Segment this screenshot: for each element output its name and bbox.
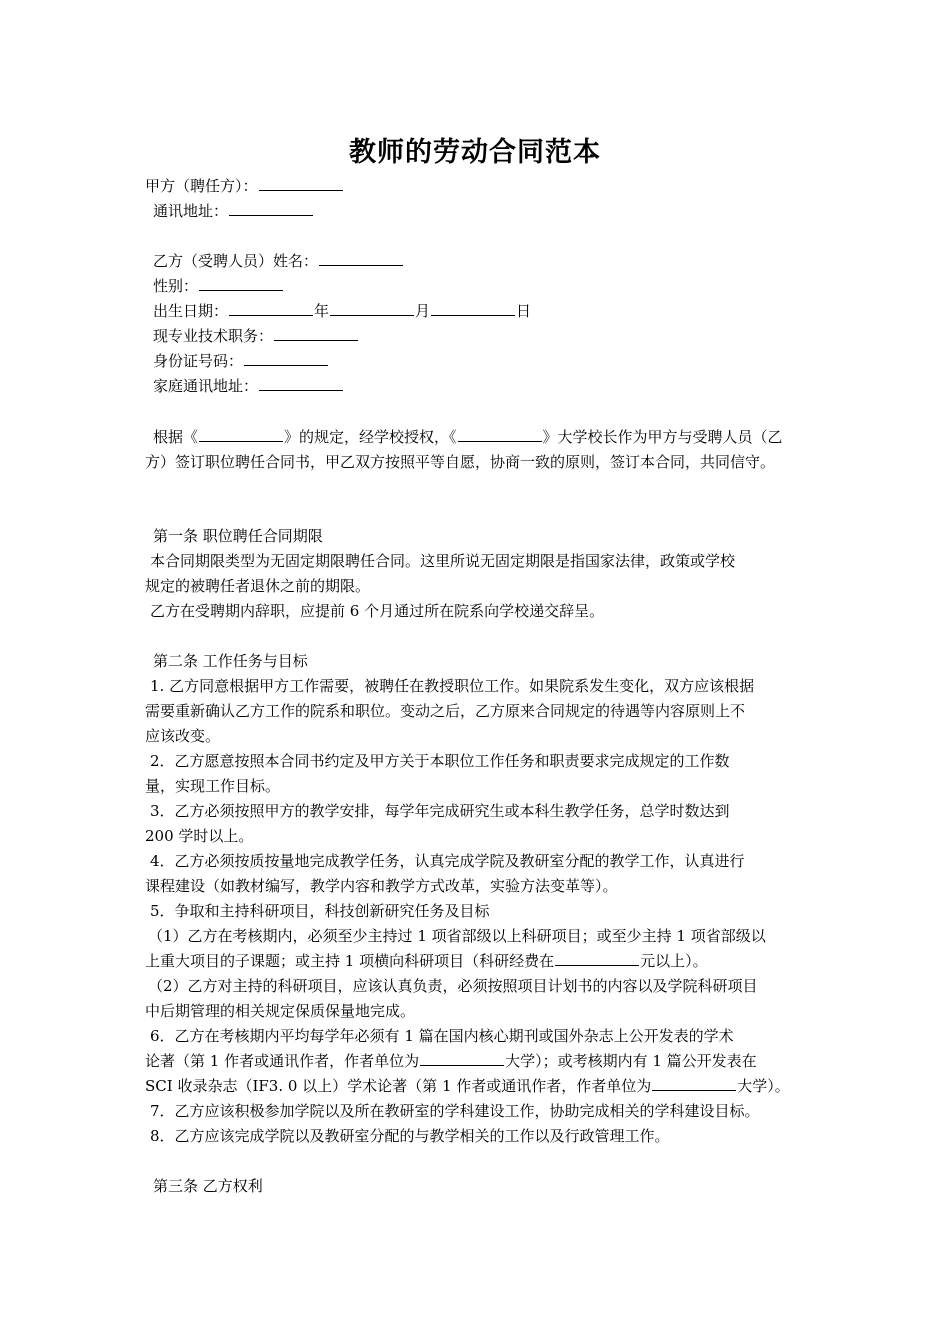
home-address-label: 家庭通讯地址： (153, 377, 259, 395)
funding-blank (555, 949, 639, 966)
item-5-1-text-b: 元以上）。 (640, 952, 708, 970)
home-address-blank (259, 374, 343, 391)
intro-text-c: 》大学校长作为甲方与受聘人员（乙 (542, 428, 783, 446)
item-5-1-text-a: 上重大项目的子课题；或主持 1 项横向科研项目（科研经费在 (145, 952, 555, 970)
author-unit-blank-1 (420, 1049, 504, 1066)
party-a-address-label: 通讯地址： (153, 202, 229, 220)
title-blank (274, 324, 358, 341)
intro-text-b: 》的规定，经学校授权，《 (284, 428, 457, 446)
year-label: 年 (314, 302, 330, 320)
item-1-line-2: 需要重新确认乙方工作的院系和职位。变动之后，乙方原来合同规定的待遇等内容原则上不 (145, 702, 746, 720)
item-6-text-d: 大学）。 (737, 1077, 790, 1095)
title-label: 现专业技术职务： (153, 327, 274, 345)
intro-line-1 (153, 425, 783, 450)
birth-label: 出生日期： (153, 302, 229, 320)
intro-text-a: 根据《 (153, 428, 199, 446)
article-3-heading: 第三条 乙方权利 (153, 1177, 263, 1195)
university-blank (458, 425, 542, 442)
item-5-2-line-2: 中后期管理的相关规定保质保量地完成。 (145, 1002, 416, 1020)
item-5-2-line-1: （2）乙方对主持的科研项目，应该认真负责，必须按照项目计划书的内容以及学院科研项目 (148, 977, 758, 995)
birth-month-blank (330, 299, 414, 316)
author-unit-blank-2 (652, 1074, 736, 1091)
item-5-line: 5．争取和主持科研项目，科技创新研究任务及目标 (150, 902, 490, 920)
article-1-line-3: 乙方在受聘期内辞职，应提前 6 个月通过所在院系向学校递交辞呈。 (150, 602, 605, 620)
item-5-1-line-1: （1）乙方在考核期内，必须至少主持过 1 项省部级以上科研项目；或至少主持 1 项省部级以 (148, 927, 766, 945)
item-6-text-c: SCI 收录杂志（IF3. 0 以上）学术论著（第 1 作者或通讯作者，作者单位为 (145, 1077, 652, 1095)
item-1-line-1: 1. 乙方同意根据甲方工作需要，被聘任在教授职位工作。如果院系发生变化，双方应该根据 (150, 677, 755, 695)
item-2-line-2: 量，实现工作目标。 (145, 777, 281, 795)
article-2-heading: 第二条 工作任务与目标 (153, 652, 308, 670)
gender-label: 性别： (153, 277, 199, 295)
item-8-line: 8．乙方应该完成学院以及教研室分配的与教学相关的工作以及行政管理工作。 (150, 1127, 670, 1145)
id-blank (244, 349, 328, 366)
party-b-name-line (153, 249, 404, 274)
item-3-line-1: 3．乙方必须按照甲方的教学安排，每学年完成研究生或本科生教学任务，总学时数达到 (150, 802, 730, 820)
home-address-line (153, 374, 344, 399)
birth-day-blank (431, 299, 515, 316)
item-4-line-2: 课程建设（如教材编写，教学内容和教学方式改革，实验方法变革等）。 (145, 877, 618, 895)
article-1-line-1: 本合同期限类型为无固定期限聘任合同。这里所说无固定期限是指国家法律，政策或学校 (150, 552, 736, 570)
party-a-line (145, 174, 344, 199)
party-a-address-blank (229, 199, 313, 216)
item-6-line-3 (145, 1074, 790, 1099)
item-3-line-2: 200 学时以上。 (145, 827, 254, 845)
title-line (153, 324, 359, 349)
birth-year-blank (229, 299, 313, 316)
item-6-line-1: 6．乙方在考核期内平均每学年必须有 1 篇在国内核心期刊或国外杂志上公开发表的学术 (150, 1027, 734, 1045)
party-a-blank (259, 174, 343, 191)
item-6-text-b: 大学）；或考核期内有 1 篇公开发表在 (505, 1052, 757, 1070)
regulation-blank (199, 425, 283, 442)
day-label: 日 (516, 302, 532, 320)
document-title: 教师的劳动合同范本 (349, 137, 601, 168)
month-label: 月 (415, 302, 431, 320)
article-1-heading: 第一条 职位聘任合同期限 (153, 527, 323, 545)
item-7-line: 7．乙方应该积极参加学院以及所在教研室的学科建设工作，协助完成相关的学科建设目标。 (150, 1102, 760, 1120)
intro-line-2: 方）签订职位聘任合同书，甲乙双方按照平等自愿，协商一致的原则，签订本合同，共同信守。 (145, 453, 776, 471)
item-2-line-1: 2．乙方愿意按照本合同书约定及甲方关于本职位工作任务和职责要求完成规定的工作数 (150, 752, 730, 770)
id-line (153, 349, 329, 374)
id-label: 身份证号码： (153, 352, 244, 370)
item-4-line-1: 4．乙方必须按质按量地完成教学任务，认真完成学院及教研室分配的教学工作，认真进行 (150, 852, 745, 870)
birth-line (153, 299, 531, 324)
party-a-label: 甲方（聘任方）： (145, 177, 258, 195)
item-6-text-a: 论著（第 1 作者或通讯作者，作者单位为 (145, 1052, 420, 1070)
gender-blank (199, 274, 283, 291)
gender-line (153, 274, 284, 299)
party-b-name-label: 乙方（受聘人员）姓名： (153, 252, 319, 270)
item-6-line-2 (145, 1049, 757, 1074)
party-a-address-line (153, 199, 314, 224)
party-b-name-blank (319, 249, 403, 266)
item-5-1-line-2 (145, 949, 708, 974)
article-1-line-2: 规定的被聘任者退休之前的期限。 (145, 577, 371, 595)
item-1-line-3: 应该改变。 (145, 727, 221, 745)
